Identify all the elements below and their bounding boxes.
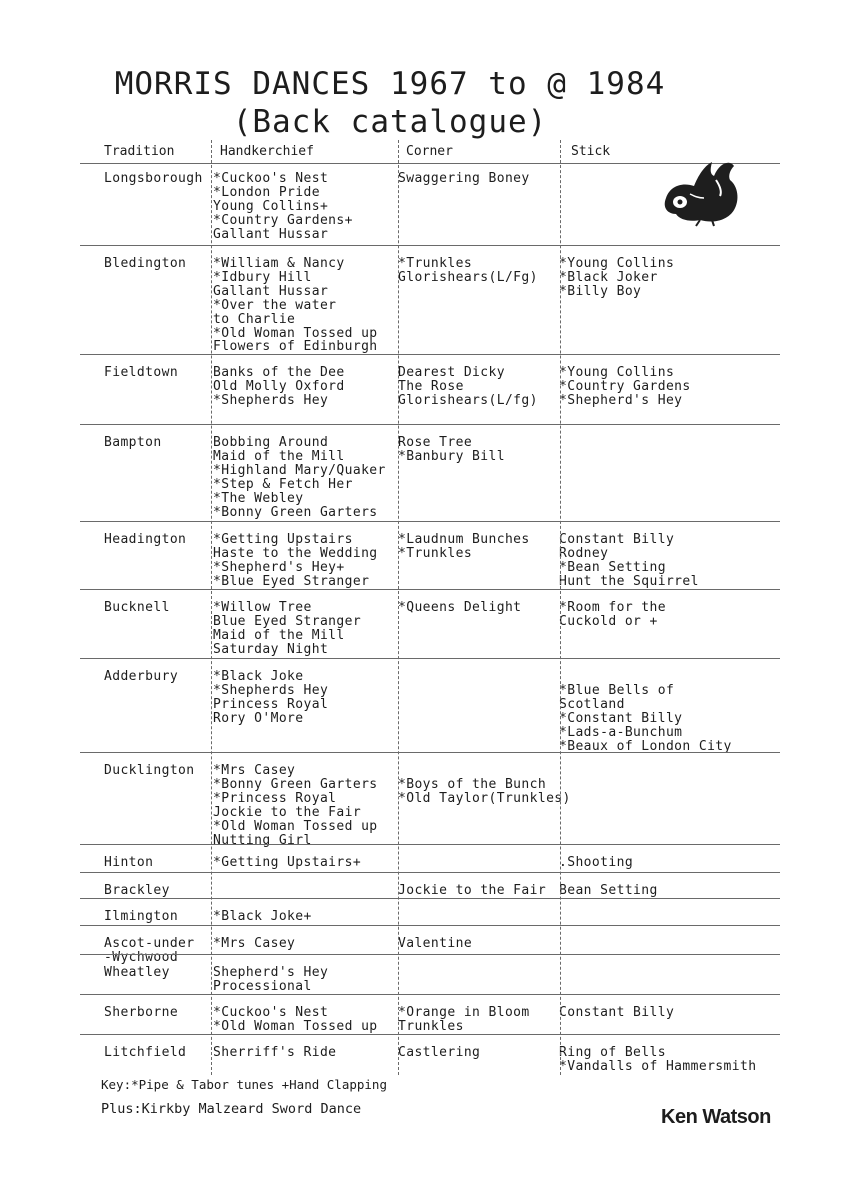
cell-line: Litchfield (104, 1045, 187, 1060)
cell-line: *Trunkles (398, 545, 473, 561)
cell-line: Bucknell (104, 600, 170, 615)
cell-line: Nutting Girl (213, 832, 312, 848)
page-subtitle: (Back catalogue) (232, 104, 548, 140)
cell-line: The Rose (398, 378, 464, 394)
cell-stick (559, 1046, 756, 1074)
cell-tradition (104, 910, 178, 924)
cell-corner (398, 172, 530, 186)
cell-line: Swaggering Boney (398, 171, 530, 186)
cell-line: Headington (104, 532, 187, 547)
cell-line: *Vandalls of Hammersmith (559, 1058, 757, 1074)
cell-tradition (104, 1046, 186, 1060)
cell-corner (398, 910, 406, 924)
cell-line: *Idbury Hill (213, 269, 312, 285)
cell-line: *Banbury Bill (398, 448, 505, 464)
cell-corner (398, 764, 571, 806)
cell-corner (398, 884, 546, 898)
cell-handkerchief (213, 937, 295, 951)
cell-line: *Shepherd's Hey+ (213, 559, 345, 575)
cell-stick (559, 533, 699, 589)
cell-corner (398, 1006, 530, 1034)
row-divider (80, 589, 780, 590)
column-separator (560, 140, 561, 1075)
cell-handkerchief (213, 1046, 336, 1060)
cell-line: *Room for the (559, 600, 666, 615)
cell-corner (398, 937, 472, 951)
cell-line: *London Pride (213, 184, 320, 200)
cell-stick (559, 1006, 674, 1020)
cell-line: Adderbury (104, 669, 179, 684)
key-note: Key:*Pipe & Tabor tunes +Hand Clapping (101, 1077, 387, 1092)
cell-line: .Shooting (559, 855, 634, 870)
cell-handkerchief (213, 670, 328, 726)
cell-line: Banks of the Dee (213, 365, 345, 380)
cell-line: Glorishears(L/fg) (398, 392, 538, 408)
cell-line: *Over the water (213, 297, 337, 313)
cell-stick (559, 856, 633, 870)
cell-corner (398, 966, 406, 980)
column-header-stick: Stick (571, 144, 611, 159)
cell-line: Ducklington (104, 763, 195, 778)
cell-handkerchief (213, 764, 378, 847)
cell-line: to Charlie (213, 311, 296, 327)
author-signature: Ken Watson (661, 1106, 771, 1128)
cell-line: Jockie to the Fair (398, 883, 547, 898)
cell-line: Young Collins+ (213, 198, 329, 214)
cell-line: Dearest Dicky (398, 365, 505, 380)
cell-line: Fieldtown (104, 365, 179, 380)
cell-line: *The Webley (213, 490, 304, 506)
cell-line: Cuckold or + (559, 613, 658, 629)
cell-line: Jockie to the Fair (213, 804, 362, 820)
cell-line: Old Molly Oxford (213, 378, 345, 394)
column-separator (398, 140, 399, 1075)
cell-tradition (104, 937, 195, 965)
cell-handkerchief (213, 1006, 378, 1034)
cell-line: Maid of the Mill (213, 448, 345, 464)
cell-line: *Queens Delight (398, 600, 522, 615)
cell-line: *Step & Fetch Her (213, 476, 353, 492)
cell-line: Ring of Bells (559, 1045, 666, 1060)
cell-line (559, 670, 732, 684)
cell-stick (559, 670, 732, 753)
cell-line: *Blue Eyed Stranger (213, 573, 370, 589)
column-header-handkerchief: Handkerchief (220, 144, 314, 159)
row-divider (80, 752, 780, 753)
cell-line: *Trunkles (398, 256, 473, 271)
row-divider (80, 658, 780, 659)
cell-handkerchief (213, 436, 386, 519)
cell-line: Brackley (104, 883, 170, 898)
cell-line: *Constant Billy (559, 710, 683, 726)
cell-line: *Mrs Casey (213, 936, 296, 951)
cell-line: Blue Eyed Stranger (213, 613, 362, 629)
cell-line: *Orange in Bloom (398, 1005, 530, 1020)
column-header-corner: Corner (406, 144, 453, 159)
cell-tradition (104, 366, 178, 380)
cell-line: Haste to the Wedding (213, 545, 378, 561)
cell-line: *Bonny Green Garters (213, 776, 378, 792)
cell-line: Saturday Night (213, 641, 329, 657)
cell-line: *Highland Mary/Quaker (213, 462, 386, 478)
cell-line: *Princess Royal (213, 790, 337, 806)
cell-line (398, 670, 406, 684)
row-divider (80, 994, 780, 995)
plus-note: Plus:Kirkby Malzeard Sword Dance (101, 1101, 362, 1117)
cell-line: Gallant Hussar (213, 226, 329, 242)
cell-line: *Old Woman Tossed up (213, 325, 378, 341)
cell-tradition (104, 601, 170, 615)
cell-line: *William & Nancy (213, 256, 345, 271)
cell-line: Bledington (104, 256, 187, 271)
row-divider (80, 925, 780, 926)
cell-handkerchief (213, 601, 361, 657)
cell-line: *Beaux of London City (559, 738, 732, 754)
cell-line: Longsborough (104, 171, 203, 186)
cell-tradition (104, 856, 153, 870)
cell-line: Sherborne (104, 1005, 179, 1020)
cell-line: *Young Collins (559, 256, 675, 271)
cell-tradition (104, 172, 203, 186)
cell-line: -Wychwood (104, 949, 179, 965)
cell-corner (398, 257, 538, 285)
cell-line: Trunkles (398, 1018, 464, 1034)
cell-line: *Willow Tree (213, 600, 312, 615)
cell-corner (398, 856, 406, 870)
cell-line: *Black Joke (213, 669, 304, 684)
cell-line: *Shepherds Hey (213, 682, 329, 698)
cell-line: *Mrs Casey (213, 763, 296, 778)
cell-line: Shepherd's Hey (213, 965, 329, 980)
cell-line: Ascot-under (104, 936, 195, 951)
cell-line: *Lads-a-Bunchum (559, 724, 683, 740)
cell-tradition (104, 764, 195, 778)
cell-line: Castlering (398, 1045, 481, 1060)
cell-line: *Country Gardens (559, 378, 691, 394)
column-header-tradition: Tradition (104, 144, 175, 159)
cell-line: *Shepherd's Hey (559, 392, 683, 408)
cell-line: Rodney (559, 545, 609, 561)
cell-stick (559, 601, 666, 629)
cell-line: *Black Joker (559, 269, 658, 285)
cell-tradition (104, 884, 170, 898)
cell-handkerchief (213, 856, 361, 870)
row-divider (80, 1034, 780, 1035)
cell-line: *Black Joke+ (213, 909, 312, 924)
page-title: MORRIS DANCES 1967 to @ 1984 (114, 66, 666, 102)
cell-line: Gallant Hussar (213, 283, 329, 299)
cell-line: Bampton (104, 435, 162, 450)
cell-corner (398, 1046, 480, 1060)
cell-line: *Bonny Green Garters (213, 504, 378, 520)
cell-corner (398, 533, 530, 561)
cell-handkerchief (213, 366, 345, 408)
cell-line: Constant Billy (559, 532, 675, 547)
cell-line: Valentine (398, 936, 473, 951)
cell-line (213, 884, 221, 898)
cell-line: *Old Woman Tossed up (213, 1018, 378, 1034)
cell-corner (398, 436, 505, 464)
cell-handkerchief (213, 884, 221, 898)
cell-line: *Old Taylor(Trunkles) (398, 790, 571, 806)
row-divider (80, 872, 780, 873)
cell-line: Princess Royal (213, 696, 329, 712)
cell-line: *Shepherds Hey (213, 392, 329, 408)
cell-line: Sherriff's Ride (213, 1045, 337, 1060)
cell-line: Maid of the Mill (213, 627, 345, 643)
cell-tradition (104, 966, 170, 980)
cell-handkerchief (213, 257, 378, 354)
cell-handkerchief (213, 910, 312, 924)
cell-line: Hunt the Squirrel (559, 573, 699, 589)
cell-line (398, 910, 406, 924)
cell-tradition (104, 533, 186, 547)
cell-corner (398, 601, 521, 615)
cell-line: *Cuckoo's Nest (213, 171, 329, 186)
cell-line: Bean Setting (559, 883, 658, 898)
cell-line: Glorishears(L/Fg) (398, 269, 538, 285)
row-divider (80, 521, 780, 522)
cell-line: *Bean Setting (559, 559, 666, 575)
row-divider (80, 954, 780, 955)
cell-line: Rory O'More (213, 710, 304, 726)
cell-line: *Cuckoo's Nest (213, 1005, 329, 1020)
cell-line: Constant Billy (559, 1005, 675, 1020)
cell-line: *Getting Upstairs+ (213, 855, 362, 870)
cell-line: *Blue Bells of (559, 682, 675, 698)
cell-line: Rose Tree (398, 435, 473, 450)
cell-line: *Getting Upstairs (213, 532, 353, 547)
cell-corner (398, 670, 406, 684)
cell-stick (559, 257, 674, 299)
cell-line: Scotland (559, 696, 625, 712)
cell-line: *Country Gardens+ (213, 212, 353, 228)
cell-line: Wheatley (104, 965, 170, 980)
row-divider (80, 898, 780, 899)
row-divider (80, 844, 780, 845)
cell-line: Hinton (104, 855, 154, 870)
cell-corner (398, 366, 538, 408)
cell-tradition (104, 670, 178, 684)
cell-stick (559, 884, 658, 898)
cell-line: Processional (213, 978, 312, 994)
cell-line: Bobbing Around (213, 435, 329, 450)
cell-handkerchief (213, 172, 353, 242)
cell-line: *Billy Boy (559, 283, 642, 299)
row-divider (80, 354, 780, 355)
cell-tradition (104, 436, 162, 450)
cell-line: Flowers of Edinburgh (213, 339, 378, 355)
column-separator (211, 140, 212, 1075)
cell-tradition (104, 1006, 178, 1020)
cell-line: *Boys of the Bunch (398, 776, 547, 792)
row-divider (80, 245, 780, 246)
cell-line: Ilmington (104, 909, 179, 924)
cell-line (398, 764, 571, 778)
cell-tradition (104, 257, 186, 271)
cell-line (398, 966, 406, 980)
cell-line (398, 856, 406, 870)
boar-head-emblem-icon (660, 156, 742, 228)
row-divider (80, 424, 780, 425)
cell-line: *Laudnum Bunches (398, 532, 530, 547)
cell-line: *Old Woman Tossed up (213, 818, 378, 834)
cell-stick (559, 366, 691, 408)
cell-handkerchief (213, 966, 328, 994)
cell-line: *Young Collins (559, 365, 675, 380)
cell-handkerchief (213, 533, 378, 589)
